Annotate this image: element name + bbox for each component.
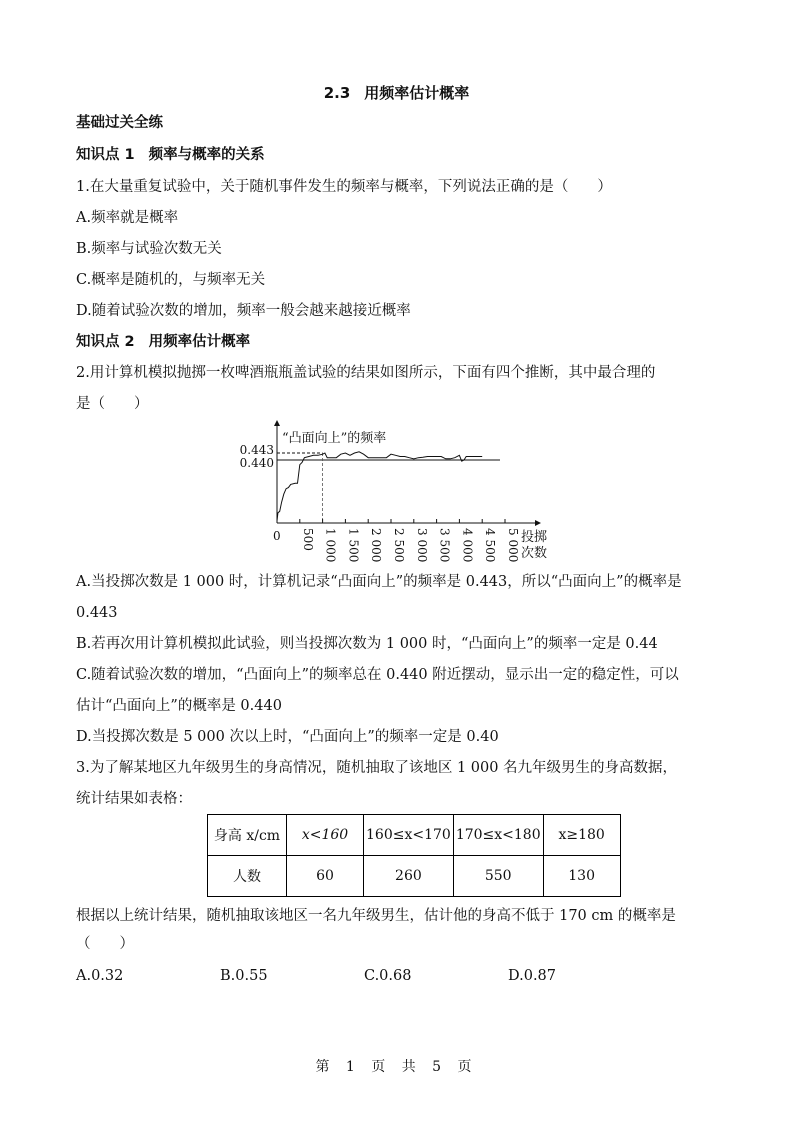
question-3-option-b: B.0.55 bbox=[220, 968, 268, 984]
x-tick-label: 3 000 bbox=[414, 528, 429, 563]
x-tick-label: 3 500 bbox=[437, 528, 452, 563]
x-tick-label: 1 000 bbox=[323, 528, 338, 563]
question-2-option-b: B.若再次用计算机模拟此试验，则当投掷次数为 1 000 时，“凸面向上”的频率一定是 0.44 bbox=[76, 636, 658, 652]
practice-heading: 基础过关全练 bbox=[76, 115, 163, 131]
table-cell: x<160 bbox=[287, 815, 364, 856]
knowledge-point-1-title: 频率与概率的关系 bbox=[148, 147, 265, 163]
table-row bbox=[208, 815, 621, 856]
table-cell: x≥180 bbox=[543, 815, 620, 856]
table-cell: 130 bbox=[543, 856, 620, 897]
question-2-option-c-line1: C.随着试验次数的增加，“凸面向上”的频率总在 0.440 附近摆动，显示出一定的稳定性，可以 bbox=[76, 667, 679, 683]
question-2-option-a-line2: 0.443 bbox=[76, 605, 118, 621]
knowledge-point-2 bbox=[76, 332, 250, 352]
question-3-option-d: D.0.87 bbox=[508, 968, 557, 984]
table-cell: 550 bbox=[453, 856, 543, 897]
question-3-option-c: C.0.68 bbox=[364, 968, 412, 984]
x-tick-label: 500 bbox=[300, 528, 315, 551]
x-tick-label: 4 000 bbox=[460, 528, 475, 563]
question-1-stem: 1.在大量重复试验中，关于随机事件发生的频率与概率，下列说法正确的是（ ） bbox=[76, 179, 612, 195]
knowledge-point-2-title: 用频率估计概率 bbox=[148, 334, 251, 350]
table-header-cell: 人数 bbox=[208, 856, 287, 897]
y-axis-label: “凸面向上”的频率 bbox=[282, 431, 387, 446]
table-header-cell: 身高 x/cm bbox=[208, 815, 287, 856]
question-1-option-a: A.频率就是概率 bbox=[76, 210, 179, 226]
page-title bbox=[0, 82, 793, 103]
x-tick-label: 2 000 bbox=[369, 528, 384, 563]
frequency-chart bbox=[230, 415, 793, 565]
x-axis-label-line2: 次数 bbox=[521, 546, 548, 561]
height-table bbox=[207, 814, 621, 897]
x-axis-label-line1: 投掷 bbox=[521, 530, 548, 545]
table-cell: 60 bbox=[287, 856, 364, 897]
question-2-option-c-line2: 估计“凸面向上”的概率是 0.440 bbox=[76, 698, 282, 714]
table-cell: 260 bbox=[364, 856, 454, 897]
question-3-stem-line2: 统计结果如表格： bbox=[76, 791, 192, 807]
x-tick-label: 2 500 bbox=[392, 528, 406, 563]
question-1-option-b: B.频率与试验次数无关 bbox=[76, 241, 222, 257]
section-title: 用频率估计概率 bbox=[364, 84, 470, 102]
knowledge-point-1-label: 知识点 1 bbox=[76, 147, 135, 163]
question-3-stem-line1: 3.为了解某地区九年级男生的身高情况，随机抽取了该地区 1 000 名九年级男生的身高数据， bbox=[76, 760, 678, 776]
question-3-follow-line1: 根据以上统计结果，随机抽取该地区一名九年级男生，估计他的身高不低于 170 cm 的概率是 bbox=[76, 908, 676, 924]
knowledge-point-2-label: 知识点 2 bbox=[76, 334, 135, 350]
question-3-option-a: A.0.32 bbox=[76, 968, 124, 984]
question-1-option-c: C.概率是随机的，与频率无关 bbox=[76, 272, 266, 288]
table-row bbox=[208, 856, 621, 897]
question-2-stem-line1: 2.用计算机模拟抛掷一枚啤酒瓶瓶盖试验的结果如图所示，下面有四个推断，其中最合理的 bbox=[76, 365, 656, 381]
section-number: 2.3 bbox=[323, 84, 351, 102]
question-2-option-a-line1: A.当投掷次数是 1 000 时，计算机记录“凸面向上”的频率是 0.443，所以“凸面向上”的概率是 bbox=[76, 574, 682, 590]
question-2-option-d: D.当投掷次数是 5 000 次以上时，“凸面向上”的频率一定是 0.40 bbox=[76, 729, 499, 745]
question-3-follow-line2: （ ） bbox=[76, 936, 134, 952]
question-1-option-d: D.随着试验次数的增加，频率一般会越来越接近概率 bbox=[76, 303, 411, 319]
series-line bbox=[277, 452, 482, 521]
x-tick-label: 4 500 bbox=[483, 528, 498, 563]
x-tick-label: 5 000 bbox=[506, 528, 520, 563]
knowledge-point-1 bbox=[76, 145, 265, 165]
x-tick-label: 1 500 bbox=[346, 528, 361, 563]
origin-label: 0 bbox=[273, 529, 281, 543]
table-cell: 170≤x<180 bbox=[453, 815, 543, 856]
y-tick-label: 0.443 bbox=[239, 443, 274, 457]
page-footer: 第 1 页 共 5 页 bbox=[315, 1059, 478, 1075]
question-2-stem-line2: 是（ ） bbox=[76, 396, 149, 412]
y-tick-label: 0.440 bbox=[239, 456, 274, 470]
table-cell: 160≤x<170 bbox=[364, 815, 454, 856]
